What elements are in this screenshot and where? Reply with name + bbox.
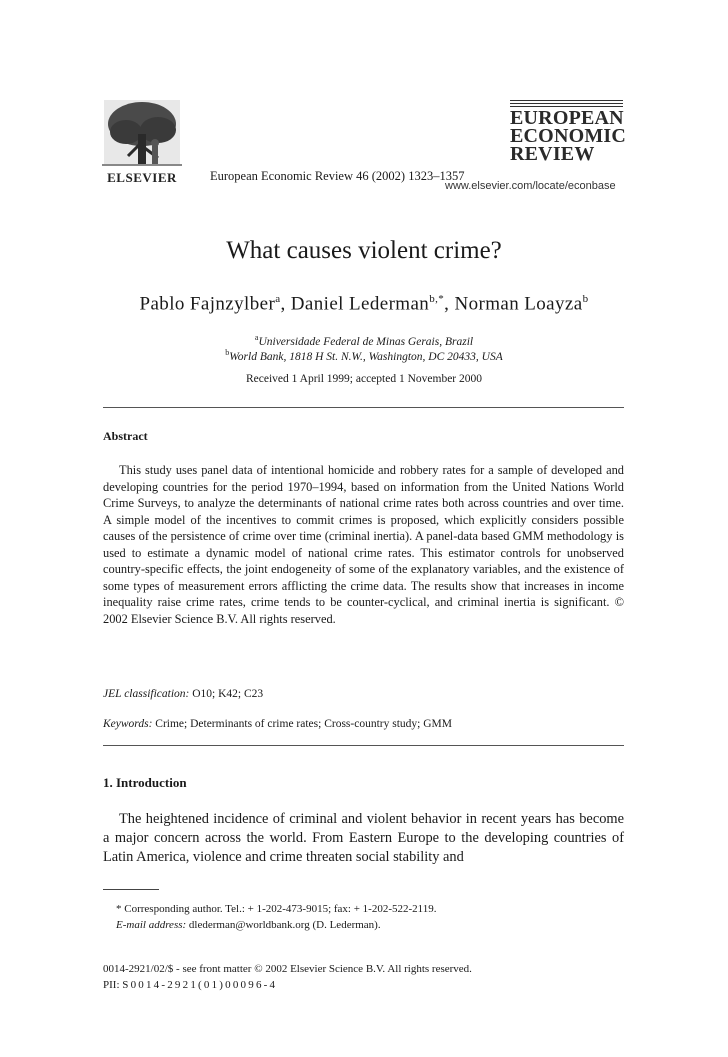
divider [103,745,624,746]
article-title: What causes violent crime? [226,237,502,264]
author-list: Pablo Fajnzylber$^a$, Daniel Lederman$^{b,*}$, Norman Loayza$^b$ [139,293,589,315]
keywords: Keywords: Crime; Determinants of crime rates; Cross-country study; GMM [103,718,452,730]
footnote-corresponding: * Corresponding author. Tel.: + 1-202-473-9015; fax: + 1-202-522-2119. [116,903,437,915]
author-mark: a [275,293,281,305]
received-dates: Received 1 April 1999; accepted 1 November 2000 [246,373,482,385]
elsevier-logo [102,98,182,186]
pii-line: PII: S0014-2921(01)00096-4 [103,979,278,991]
section-heading: 1. Introduction [103,775,187,790]
journal-url[interactable]: www.elsevier.com/locate/econbase [445,180,616,192]
abstract-text: This study uses panel data of intentional homicide and robbery rates for a sample of developed and developing countries for the period 1970–1994, based on information from the United Nations World Crime Surveys, to analyze the determinants of national crime rates both across countries and over time. A simple model of the incentives to commit crimes is proposed, which explicitly considers possible causes of the persistence of crime over time (criminal inertia). A panel-data based GMM methodology is used to estimate a dynamic model of national crime rates. This estimator controls for unobserved country-specific effects, the joint endogeneity of some of the explanatory variables, and the existence of some types of measurement errors afflicting the crime data. The results show that increases in income inequality raise crime rates, crime tends to be counter-cyclical, and criminal inertia is significant. © 2002 Elsevier Science B.V. All rights reserved. [103,463,624,626]
author-name: Norman Loayza [454,293,583,315]
journal-name-line-3: REVIEW [510,143,595,165]
email-link[interactable]: dlederman@worldbank.org (D. Lederman). [188,919,381,931]
author-name: Daniel Lederman [290,293,430,315]
affiliation: $^b$World Bank, 1818 H St. N.W., Washington, DC 20433, USA [225,348,503,363]
publisher-wordmark: ELSEVIER [107,170,177,185]
footnote-rule [103,889,159,890]
intro-text: The heightened incidence of criminal and violent behavior in recent years has become a major concern across the world. From Eastern Europe to the developing countries of Latin America, violence and crime threaten social stability and [103,811,624,865]
footnote-email: E-mail address: dlederman@worldbank.org (D. Lederman). [116,919,381,931]
divider [103,407,624,408]
jel-classification: JEL classification: O10; K42; C23 [103,688,264,700]
journal-name-line-1: EUROPEAN [510,107,624,129]
journal-citation: European Economic Review 46 (2002) 1323–1357 [210,169,465,183]
author-mark: b,* [429,293,445,305]
affiliation: $^a$Universidade Federal de Minas Gerais, Brazil [254,333,474,348]
author-name: Pablo Fajnzylber [139,293,276,315]
author-mark: b [582,293,589,305]
abstract-heading: Abstract [103,429,148,443]
issn-line: 0014-2921/02/$ - see front matter © 2002 Elsevier Science B.V. All rights reserved. [103,963,472,975]
journal-name-line-2: ECONOMIC [510,125,627,147]
journal-name-block [510,100,627,165]
